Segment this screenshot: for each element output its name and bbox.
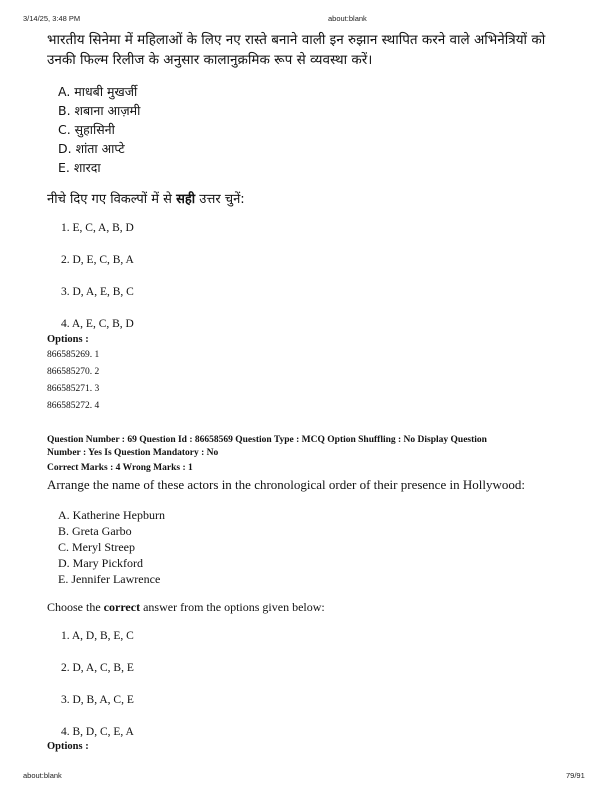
- answer-option-1: 1. E, C, A, B, D: [61, 222, 134, 234]
- page-title: about:blank: [328, 14, 367, 23]
- option-id: 866585272. 4: [47, 401, 100, 411]
- list-item: C. Meryl Streep: [58, 540, 135, 554]
- question-marks: Correct Marks : 4 Wrong Marks : 1: [47, 463, 193, 473]
- option-id: 866585271. 3: [47, 384, 100, 394]
- answer-option-3: 3. D, A, E, B, C: [61, 286, 134, 298]
- footer-url: about:blank: [23, 771, 62, 780]
- options-label: Options :: [47, 741, 89, 752]
- choose-emphasis: correct: [103, 600, 141, 614]
- answer-option-3: 3. D, B, A, C, E: [61, 694, 134, 706]
- list-item: A. Katherine Hepburn: [58, 508, 165, 522]
- question-text-line-2: उनकी फिल्म रिलीज के अनुसार कालानुक्रमिक रूप से व्यवस्था करें।: [47, 52, 373, 68]
- list-item: E. Jennifer Lawrence: [58, 572, 161, 586]
- list-item: D. शांता आप्टे: [58, 141, 125, 156]
- choose-suffix: answer from the options given below:: [140, 600, 325, 614]
- answer-option-2: 2. D, A, C, B, E: [61, 662, 134, 674]
- list-item: E. शारदा: [58, 160, 101, 175]
- print-datetime: 3/14/25, 3:48 PM: [23, 14, 81, 23]
- list-item: B. शबाना आज़मी: [58, 103, 141, 118]
- list-item: D. Mary Pickford: [58, 556, 143, 570]
- option-id: 866585269. 1: [47, 350, 100, 360]
- choose-prefix: Choose the: [47, 600, 104, 614]
- question-text-line-1: भारतीय सिनेमा में महिलाओं के लिए नए रास्ते बनाने वाली इन रुझान स्थापित करने वाले अभिनेत्रियों को: [47, 32, 546, 48]
- question-meta-line-2: Number : Yes Is Question Mandatory : No: [47, 448, 219, 458]
- question-text: Arrange the name of these actors in the chronological order of their presence in Hollywood:: [47, 477, 525, 492]
- page-number: 79/91: [566, 771, 585, 780]
- choose-prefix: नीचे दिए गए विकल्पों में से: [47, 192, 177, 207]
- answer-option-4: 4. B, D, C, E, A: [61, 726, 134, 738]
- option-id: 866585270. 2: [47, 367, 100, 377]
- answer-option-4: 4. A, E, C, B, D: [61, 318, 134, 330]
- answer-option-1: 1. A, D, B, E, C: [61, 630, 134, 642]
- options-label: Options :: [47, 334, 89, 345]
- choose-instruction: [47, 600, 325, 615]
- list-item: A. माधबी मुखर्जी: [58, 84, 138, 99]
- list-item: C. सुहासिनी: [58, 122, 115, 137]
- list-item: B. Greta Garbo: [58, 524, 132, 538]
- choose-suffix: उत्तर चुनें:: [195, 192, 245, 207]
- choose-instruction: [47, 189, 245, 207]
- answer-option-2: 2. D, E, C, B, A: [61, 254, 134, 266]
- choose-emphasis: सही: [176, 192, 196, 207]
- question-meta-line-1: Question Number : 69 Question Id : 86658569 Question Type : MCQ Option Shuffling : No Display Question: [47, 435, 487, 445]
